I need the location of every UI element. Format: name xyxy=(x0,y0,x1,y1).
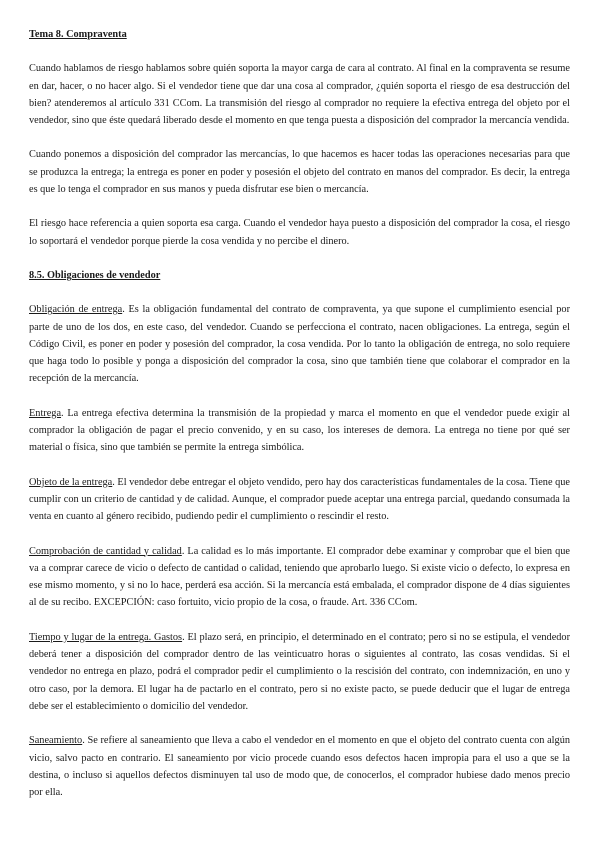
document-page xyxy=(29,26,570,801)
obligation-text: . El vendedor debe entregar el objeto vendido, pero hay dos características fundamentales de la cosa. Tiene que cumplir con un criterio de cantidad y de calidad. Aunque, el comprador puede aceptar una entrega parcial, quedando consumada la venta en cuanto al género recibido, pudiendo pedir el cumplimiento o rescindir el resto. xyxy=(29,476,570,523)
obligation-term: Entrega xyxy=(29,407,62,419)
intro-paragraph-2: Cuando ponemos a disposición del comprador las mercancías, lo que hacemos es hacer todas las operaciones necesarias para que se produzca la entrega; la entrega es poner en poder y posesión el objeto del contrato en manos del comprador. Es decir, la entrega es que lo tenga el comprador en sus manos y pueda disfrutar ese bien o mercancía. xyxy=(29,149,570,196)
obligation-paragraph xyxy=(29,732,570,801)
obligation-text: . El plazo será, en principio, el determinado en el contrato; pero si no se estipula, el vendedor deberá tener a disposición del comprador dentro de las veinticuatro horas o siguientes al contrato, las cosas vendidas. Si el vendedor no entrega en plazo, podrá el comprador pedir el cumplimiento o la rescisión del contrato, con indemnización, en uno y otro caso, por la demora. El lugar ha de pactarlo en el contrato, pero si no existe pacto, se puede deducir que el lugar de entrega debe ser el establecimiento o domicilio del vendedor. xyxy=(29,631,570,712)
intro-paragraph-1: Cuando hablamos de riesgo hablamos sobre quién soporta la mayor carga de cara al contrato. Al final en la compraventa se resume en dar, hacer, o no hacer algo. Si el vendedor tiene que dar una cosa al comprador, ¿quién soporta el riesgo de esa destrucción del bien? atenderemos al artículo 331 CCom. La transmisión del riesgo al comprador no requiere la efectiva entrega del objeto por el vendedor, sino que éste quedará liberado desde el momento en que tenga puesta a disposición del comprador la mercancía vendida. xyxy=(29,63,570,127)
section-title: 8.5. Obligaciones de vendedor xyxy=(29,269,161,281)
obligation-text: . Es la obligación fundamental del contrato de compraventa, ya que supone el cumplimiento esencial por parte de uno de los dos, en este caso, del vendedor. Cuando se perfecciona el contrato, nacen obligaciones. La entrega, según el Código Civil, es poner en poder y posesión del comprador, la cosa vendida. Por lo tanto la obligación de entrega, no solo requiere que haga todo lo posible y ponga a disposición del comprador la cosa, sino que también tiene que colaborar el comprador en la recepción de la mercancía. xyxy=(29,304,570,385)
obligation-text: . Se refiere al saneamiento que lleva a cabo el vendedor en el momento en que el objeto del contrato cuenta con algún vicio, salvo pacto en contrario. El saneamiento por vicio procede cuando esos defectos hacen impropia para el uso a que se la destina, o incluso si aquellos defectos disminuyen tal uso de modo que, de conocerlos, el comprador hubiese dado menos precio por ella. xyxy=(29,735,570,799)
obligation-term: Obligación de entrega xyxy=(29,304,123,316)
obligation-text: . La entrega efectiva determina la transmisión de la propiedad y marca el momento en que el vendedor puede exigir al comprador la obligación de pagar el precio convenido, y en su caso, los intereses de demora. La entrega no tiene por qué ser material o física, sino que también se permite la entrega simbólica. xyxy=(29,407,570,454)
obligation-paragraph xyxy=(29,543,570,612)
obligation-paragraph xyxy=(29,301,570,387)
document-title: Tema 8. Compraventa xyxy=(29,29,127,40)
obligation-text: . La calidad es lo más importante. El comprador debe examinar y comprobar que el bien que va a comprar carece de vicio o defecto de cantidad o calidad, teniendo que aprobarlo luego. Si existe vicio o defecto, lo expresa en ese mismo momento, y si no lo hace, perderá esa acción. Si la mercancía está embalada, el comprador dispone de 4 días siguientes al de su recibo. EXCEPCIÓN: caso fortuito, vicio propio de la cosa, o fraude. Art. 336 CCom. xyxy=(29,545,570,609)
intro-paragraph-3: El riesgo hace referencia a quien soporta esa carga. Cuando el vendedor haya puesto a disposición del comprador la cosa, el riesgo lo soportará el vendedor porque pierde la cosa vendida y no percibe el dinero. xyxy=(29,218,570,247)
obligation-paragraph xyxy=(29,474,570,526)
obligation-paragraph xyxy=(29,629,570,715)
obligation-term: Tiempo y lugar de la entrega. Gastos xyxy=(29,631,183,643)
obligation-term: Saneamiento xyxy=(29,735,83,747)
obligation-term: Objeto de la entrega xyxy=(29,476,113,488)
obligation-paragraph xyxy=(29,405,570,457)
obligation-term: Comprobación de cantidad y calidad xyxy=(29,545,182,557)
